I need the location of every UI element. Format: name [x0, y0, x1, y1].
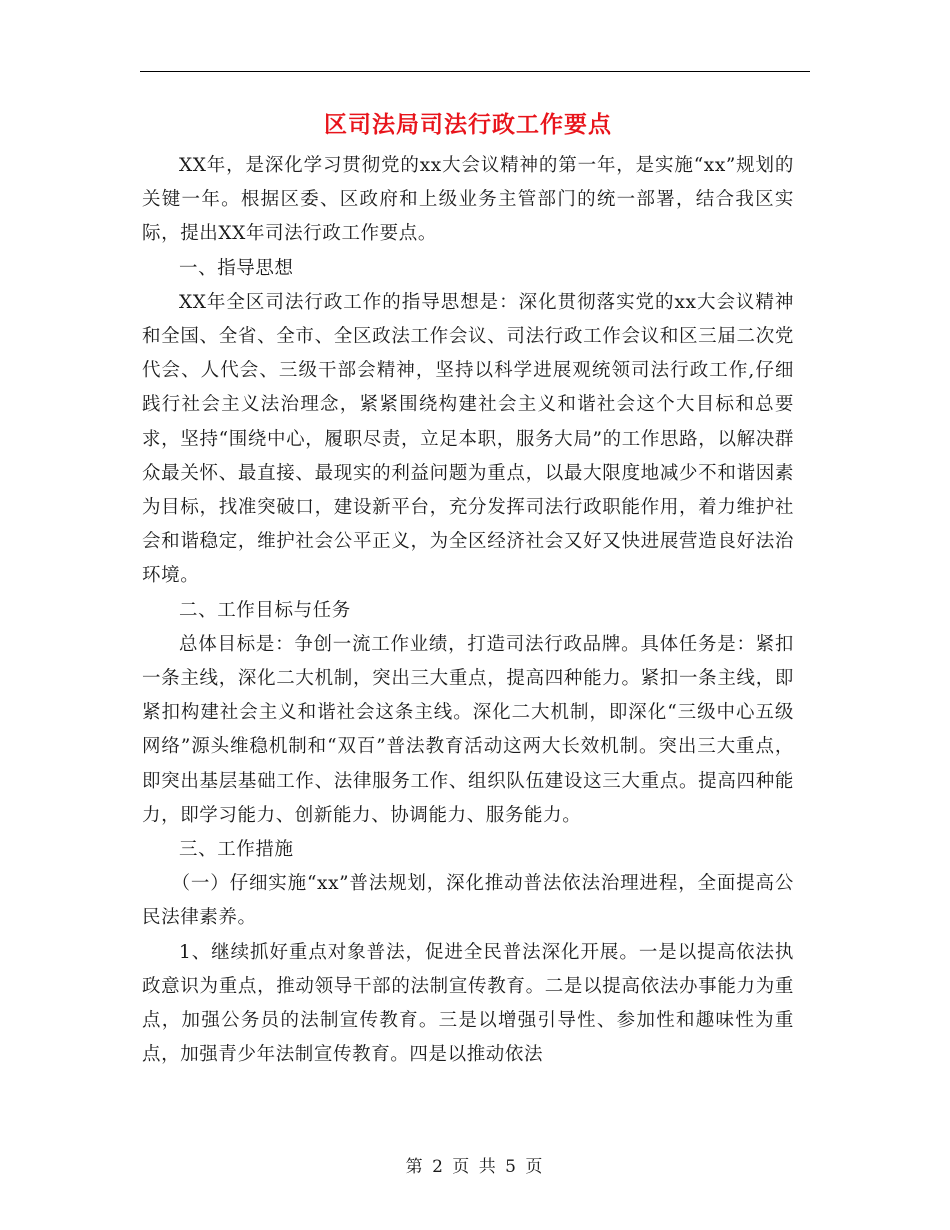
- heading-guiding-thought: 一、指导思想: [179, 257, 294, 279]
- document-body: [142, 105, 794, 1072]
- footer-total-pages: 5: [505, 1157, 518, 1177]
- page-footer: [0, 1152, 950, 1177]
- heading-goals-tasks: 二、工作目标与任务: [179, 599, 351, 621]
- footer-middle: 页 共: [452, 1157, 498, 1177]
- paragraph-measure-1-1: 1、继续抓好重点对象普法，促进全民普法深化开展。一是以提高依法执政意识为重点，推动领导干部的法制宣传教育。二是以提高依法办事能力为重点，加强公务员的法制宣传教育。三是以增强引导性、参加性和趣味性为重点，加强青少年法制宣传教育。四是以推动依法: [142, 941, 794, 1066]
- header-rule: [140, 71, 810, 72]
- paragraph-goals-tasks: 总体目标是：争创一流工作业绩，打造司法行政品牌。具体任务是：紧扣一条主线，深化二大机制，突出三大重点，提高四种能力。紧扣一条主线，即紧扣构建社会主义和谐社会这条主线。深化二大机制，即深化“三级中心五级网络”源头维稳机制和“双百”普法教育活动这两大长效机制。突出三大重点，即突出基层基础工作、法律服务工作、组织队伍建设这三大重点。提高四种能力，即学习能力、创新能力、协调能力、服务能力。: [142, 633, 794, 826]
- footer-prefix: 第: [405, 1157, 425, 1177]
- document-title: 区司法局司法行政工作要点: [324, 111, 612, 138]
- heading-work-measures: 三、工作措施: [179, 839, 294, 861]
- paragraph-intro: XX年，是深化学习贯彻党的xx大会议精神的第一年，是实施“xx”规划的关键一年。根据区委、区政府和上级业务主管部门的统一部署，结合我区实际，提出XX年司法行政工作要点。: [142, 155, 794, 245]
- footer-page-number: 2: [432, 1157, 445, 1177]
- footer-suffix: 页: [525, 1157, 545, 1177]
- subheading-measure-1: （一）仔细实施“xx”普法规划，深化推动普法依法治理进程，全面提高公民法律素养。: [142, 873, 794, 929]
- paragraph-guiding-thought: XX年全区司法行政工作的指导思想是：深化贯彻落实党的xx大会议精神和全国、全省、全市、全区政法工作会议、司法行政工作会议和区三届二次党代会、人代会、三级干部会精神，坚持以科学进展观统领司法行政工作,仔细践行社会主义法治理念，紧紧围绕构建社会主义和谐社会这个大目标和总要求，坚持“围绕中心，履职尽责，立足本职，服务大局”的工作思路，以解决群众最关怀、最直接、最现实的利益问题为重点，以最大限度地减少不和谐因素为目标，找准突破口，建设新平台，充分发挥司法行政职能作用，着力维护社会和谐稳定，维护社会公平正义，为全区经济社会又好又快进展营造良好法治环境。: [142, 291, 794, 587]
